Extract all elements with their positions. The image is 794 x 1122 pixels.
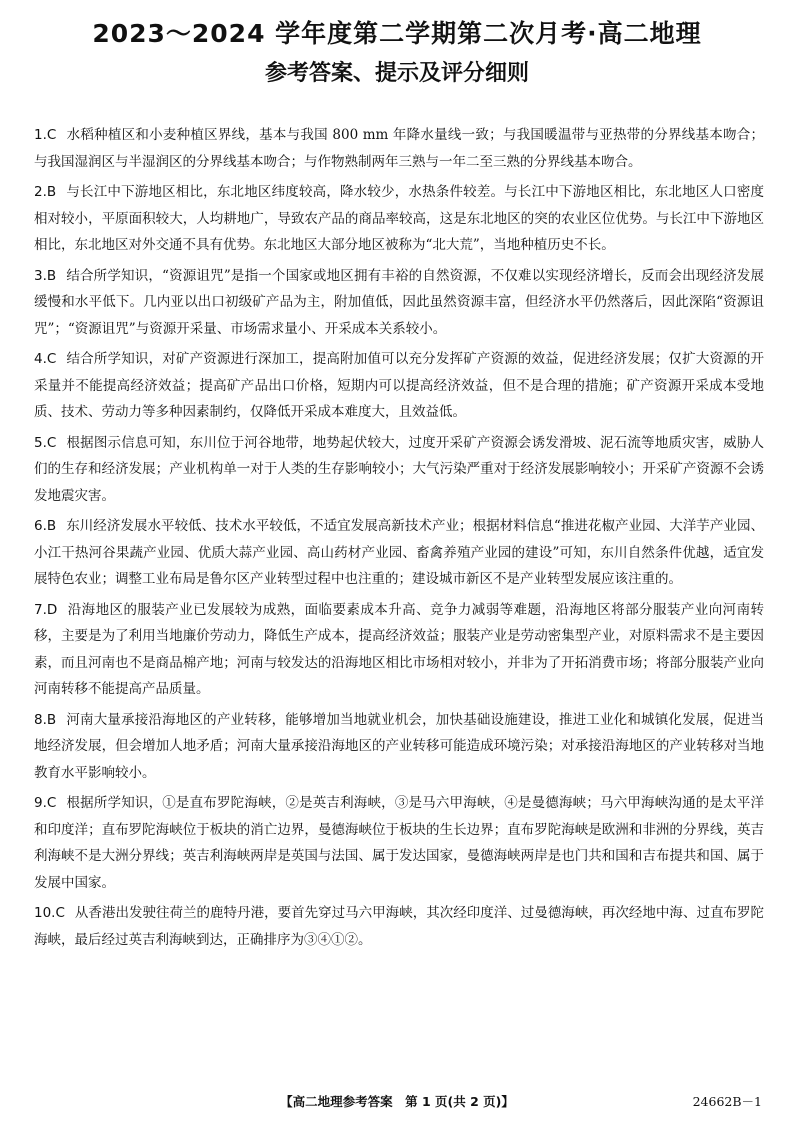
answer-item-4 — [34, 346, 764, 426]
answer-number: 7.D — [34, 601, 58, 618]
page-title: 2023～2024 学年度第二学期第二次月考·高二地理 — [92, 19, 702, 48]
answer-text: 结合所学知识，“资源诅咒”是指一个国家或地区拥有丰裕的自然资源，不仅难以实现经济增长，反而会出现经济发展缓慢和水平低下。几内亚以出口初级矿产品为主，附加值低，因此虽然资源丰富，但经济水平仍然落后，因此深陷“资源诅咒”；“资源诅咒”与资源开采量、市场需求量小、开采成本关系较小。 — [34, 267, 764, 337]
footer-page-label: 【高二地理参考答案 第 1 页(共 2 页)】 — [280, 1094, 514, 1109]
answer-item-8 — [34, 707, 764, 787]
answer-text: 东川经济发展水平较低、技术水平较低，不适宜发展高新技术产业；根据材料信息“推进花椒产业园、大洋芋产业园、小江干热河谷果蔬产业园、优质大蒜产业园、高山药材产业园、畜禽养殖产业园的建设”可知，东川自然条件优越，适宜发展特色农业；调整工业布局是鲁尔区产业转型过程中也注重的；建设城市新区不是产业转型发展应该注重的。 — [34, 518, 764, 587]
answer-text: 从香港出发驶往荷兰的鹿特丹港，要首先穿过马六甲海峡，其次经印度洋、过曼德海峡，再次经地中海、过直布罗陀海峡，最后经过英吉利海峡到达，正确排序为③④①②。 — [34, 905, 764, 948]
answer-item-7 — [34, 597, 764, 703]
answer-text: 根据所学知识，①是直布罗陀海峡，②是英吉利海峡，③是马六甲海峡，④是曼德海峡；马六甲海峡沟通的是太平洋和印度洋；直布罗陀海峡位于板块的消亡边界，曼德海峡位于板块的生长边界；直布罗陀海峡是欧洲和非洲的分界线，英吉利海峡不是大洲分界线；英吉利海峡两岸是英国与法国、属于发达国家，曼德海峡两岸是也门共和国和吉布提共和国、属于发展中国家。 — [34, 795, 764, 891]
answer-number: 9.C — [34, 795, 57, 811]
answer-number: 2.B — [34, 184, 57, 200]
answer-text: 沿海地区的服装产业已发展较为成熟，面临要素成本升高、竞争力减弱等难题，沿海地区将部分服装产业向河南转移，主要是为了利用当地廉价劳动力，降低生产成本，提高经济效益；服装产业是劳动密集型产业，对原料需求不是主要因素，而且河南也不是商品棉产地；河南与较发达的沿海地区相比市场相对较小，并非为了开拓消费市场；将部分服装产业向河南转移不能提高产品质量。 — [34, 601, 764, 697]
answer-number: 5.C — [34, 434, 57, 451]
answer-item-3 — [34, 263, 764, 343]
answer-number: 8.B — [34, 711, 57, 728]
answer-number: 1.C — [34, 127, 57, 143]
answer-number: 4.C — [34, 351, 57, 367]
answer-item-1 — [34, 122, 764, 175]
answer-number: 3.B — [34, 267, 57, 284]
answer-list — [34, 122, 764, 957]
page-footer — [0, 1092, 794, 1114]
answer-text: 结合所学知识，对矿产资源进行深加工，提高附加值可以充分发挥矿产资源的效益，促进经济发展；仅扩大资源的开采量并不能提高经济效益；提高矿产品出口价格，短期内可以提高经济效益，但不是合理的措施；矿产资源开采成本受地质、技术、劳动力等多种因素制约，仅降低开采成本难度大，且效益低。 — [34, 351, 764, 420]
answer-item-6 — [34, 513, 764, 593]
answer-item-10 — [34, 900, 764, 953]
answer-text: 根据图示信息可知，东川位于河谷地带，地势起伏较大，过度开采矿产资源会诱发滑坡、泥石流等地质灾害，威胁人们的生存和经济发展；产业机构单一对于人类的生存影响较小；大气污染严重对于经济发展影响较小；开采矿产资源不会诱发地震灾害。 — [34, 434, 764, 504]
answer-item-9 — [34, 790, 764, 896]
answer-text: 河南大量承接沿海地区的产业转移，能够增加当地就业机会，加快基础设施建设，推进工业化和城镇化发展，促进当地经济发展，但会增加人地矛盾；河南大量承接沿海地区的产业转移可能造成环境污染；对承接沿海地区的产业转移对当地教育水平影响较小。 — [34, 711, 764, 781]
footer-code: 24662B－1 — [692, 1094, 762, 1109]
answer-text: 与长江中下游地区相比，东北地区纬度较高，降水较少，水热条件较差。与长江中下游地区相比，东北地区人口密度相对较小，平原面积较大，人均耕地广，导致农产品的商品率较高，这是东北地区的突的农业区位优势。与长江中下游地区相比，东北地区对外交通不具有优势。东北地区大部分地区被称为“北大荒”，当地种植历史不长。 — [34, 184, 764, 253]
answer-text: 水稻种植区和小麦种植区界线，基本与我国 800 mm 年降水量线一致；与我国暖温带与亚热带的分界线基本吻合；与我国湿润区与半湿润区的分界线基本吻合；与作物熟制两年三熟与一年二至三熟的分界线基本吻合。 — [34, 127, 764, 170]
answer-item-5 — [34, 430, 764, 510]
page-subtitle: 参考答案、提示及评分细则 — [264, 61, 529, 86]
answer-number: 6.B — [34, 518, 57, 534]
answer-number: 10.C — [34, 905, 65, 921]
answer-item-2 — [34, 179, 764, 259]
